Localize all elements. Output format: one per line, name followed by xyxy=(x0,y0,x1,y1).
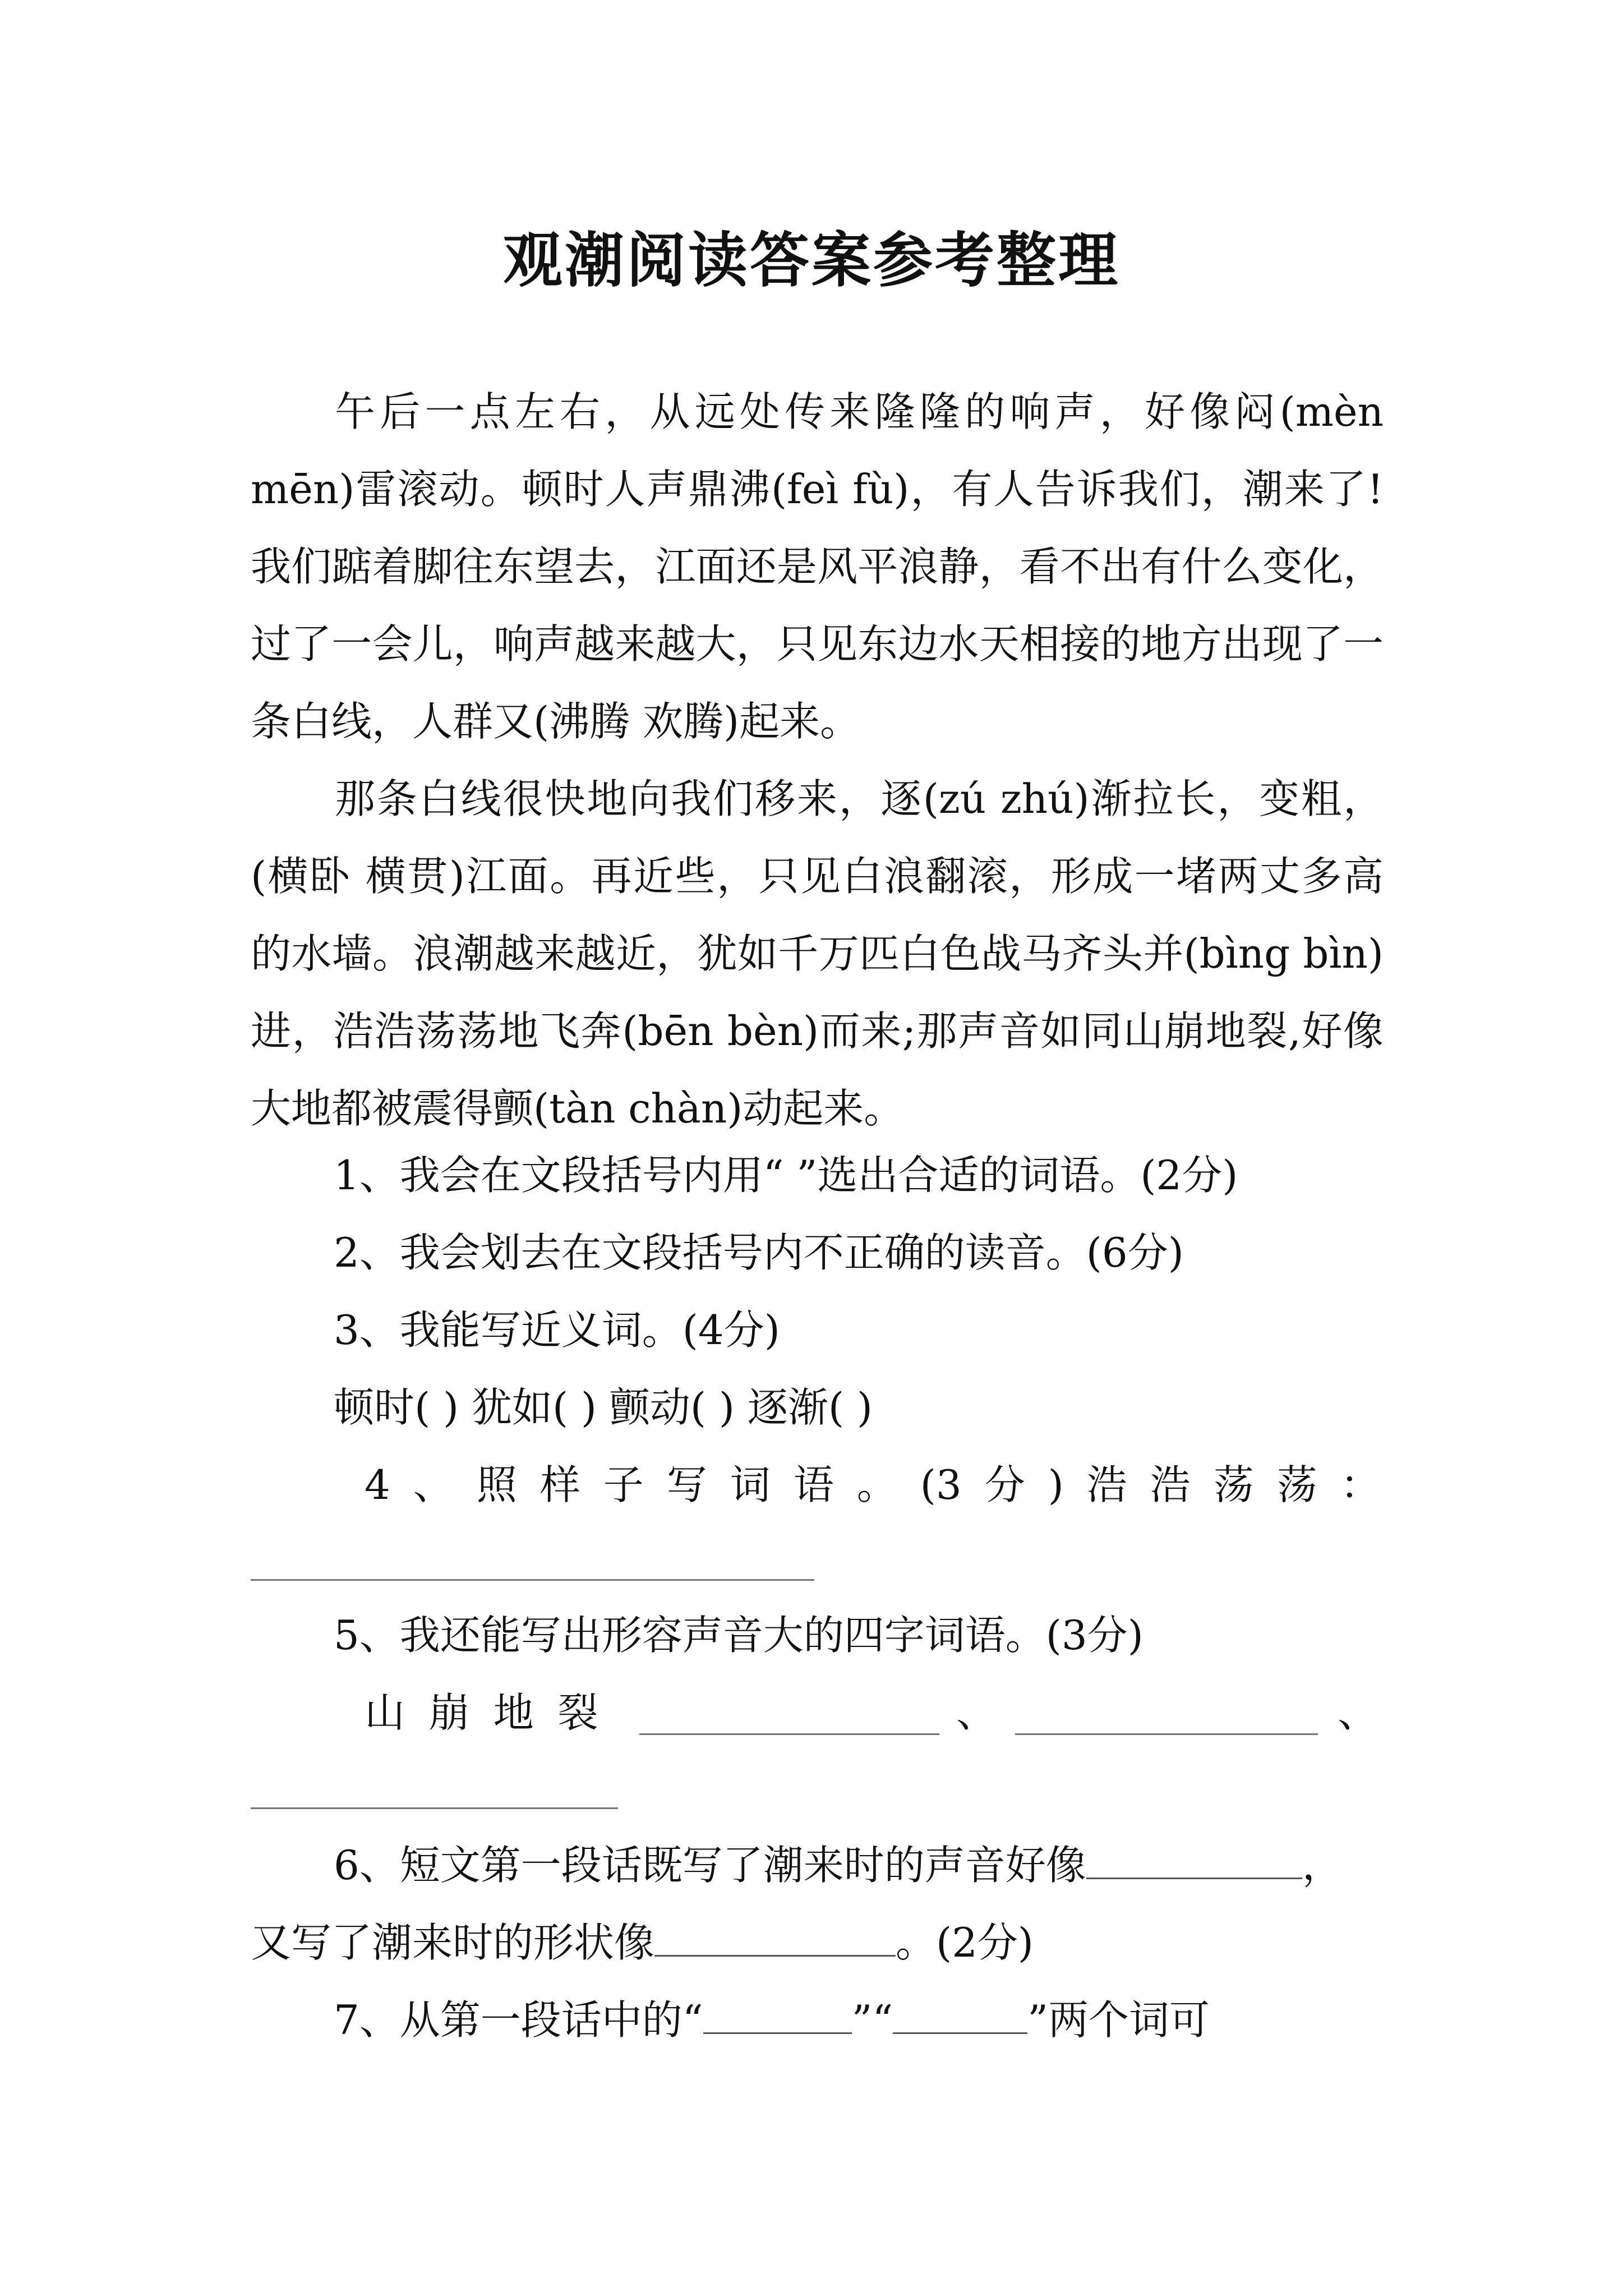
question-3: 3、我能写近义词。(4分) xyxy=(334,1306,780,1354)
question-3-items: 顿时( ) 犹如( ) 颤动( ) 逐渐( ) xyxy=(334,1384,873,1431)
question-4-token: 、 xyxy=(413,1461,454,1508)
question-4-token: 语 xyxy=(793,1461,834,1508)
question-4-token: 荡 xyxy=(1213,1461,1254,1508)
answer-blank-q7-2 xyxy=(893,1999,1027,2034)
question-4-token: 浩 xyxy=(1150,1461,1191,1508)
question-4-token: 照 xyxy=(476,1461,517,1508)
question-4-token: 子 xyxy=(603,1461,644,1508)
question-6-line-1 xyxy=(334,1837,1343,1893)
document-title: 观潮阅读答案参考整理 xyxy=(503,225,1120,295)
question-4-token: 浩 xyxy=(1086,1461,1127,1508)
answer-line-q4 xyxy=(251,1579,814,1581)
question-4-token: 荡 xyxy=(1276,1461,1317,1508)
question-4-token: 分 xyxy=(984,1461,1025,1508)
question-2: 2、我会划去在文段括号内不正确的读音。(6分) xyxy=(334,1229,1184,1276)
question-4-token: 4 xyxy=(365,1461,390,1508)
answer-blank-q7-1 xyxy=(703,1999,852,2034)
answer-line-q5-3 xyxy=(251,1807,618,1809)
question-6-comma: ， xyxy=(1302,1842,1343,1889)
question-1: 1、我会在文段括号内用“ ”选出合适的词语。(2分) xyxy=(334,1152,1238,1199)
question-7-text-a: 7、从第一段话中的“ xyxy=(334,1996,703,2044)
question-4-token: 样 xyxy=(540,1461,580,1508)
question-6-text-c: 。(2分) xyxy=(896,1919,1034,1966)
passage-paragraph-2: 那条白线很快地向我们移来，逐(zú zhú)渐拉长，变粗，(横卧 横贯)江面。再近些，只见白浪翻滚，形成一堵两丈多高的水墙。浪潮越来越近，犹如千万匹白色战马齐头并(bìng bìn)进，浩浩荡荡地飞奔(bēn bèn)而来;那声音如同山崩地裂,好像大地都被震得颤(tàn chàn)动起来。 xyxy=(251,775,1384,1132)
answer-blank-q6-1 xyxy=(1086,1844,1302,1879)
question-4-token: ： xyxy=(1340,1461,1381,1508)
question-4-token: 写 xyxy=(666,1461,707,1508)
question-7-text-c: ”两个词可 xyxy=(1027,1996,1210,2044)
question-5: 5、我还能写出形容声音大的四字词语。(3分) xyxy=(334,1612,1144,1659)
question-4-token: ) xyxy=(1048,1461,1064,1508)
separator-2: 、 xyxy=(1338,1689,1378,1736)
question-6-text-a: 6、短文第一段话既写了潮来时的声音好像 xyxy=(334,1842,1086,1889)
answer-line-q5-1 xyxy=(639,1733,939,1735)
question-6-line-2 xyxy=(251,1915,1034,1971)
separator-1: 、 xyxy=(956,1689,997,1736)
question-4-token: 词 xyxy=(730,1461,771,1508)
question-7-line-1 xyxy=(334,1992,1210,2048)
question-6-text-b: 又写了潮来时的形状像 xyxy=(251,1919,655,1966)
question-4-token: 。 xyxy=(856,1461,897,1508)
answer-line-q5-2 xyxy=(1015,1733,1318,1735)
question-4 xyxy=(365,1457,1381,1513)
question-7-text-b: ”“ xyxy=(851,1996,893,2044)
passage-paragraph-1: 午后一点左右，从远处传来隆隆的响声，好像闷(mèn mēn)雷滚动。顿时人声鼎沸(feì fù)，有人告诉我们，潮来了!我们踮着脚往东望去，江面还是风平浪静，看不出有什么变化，过了一会儿，响声越来越大，只见东边水天相接的地方出现了一条白线，人群又(沸腾 欢腾)起来。 xyxy=(251,388,1384,745)
question-5-example: 山 崩 地 裂 xyxy=(365,1689,604,1736)
answer-blank-q6-2 xyxy=(654,1921,896,1957)
question-4-token: (3 xyxy=(920,1461,962,1508)
